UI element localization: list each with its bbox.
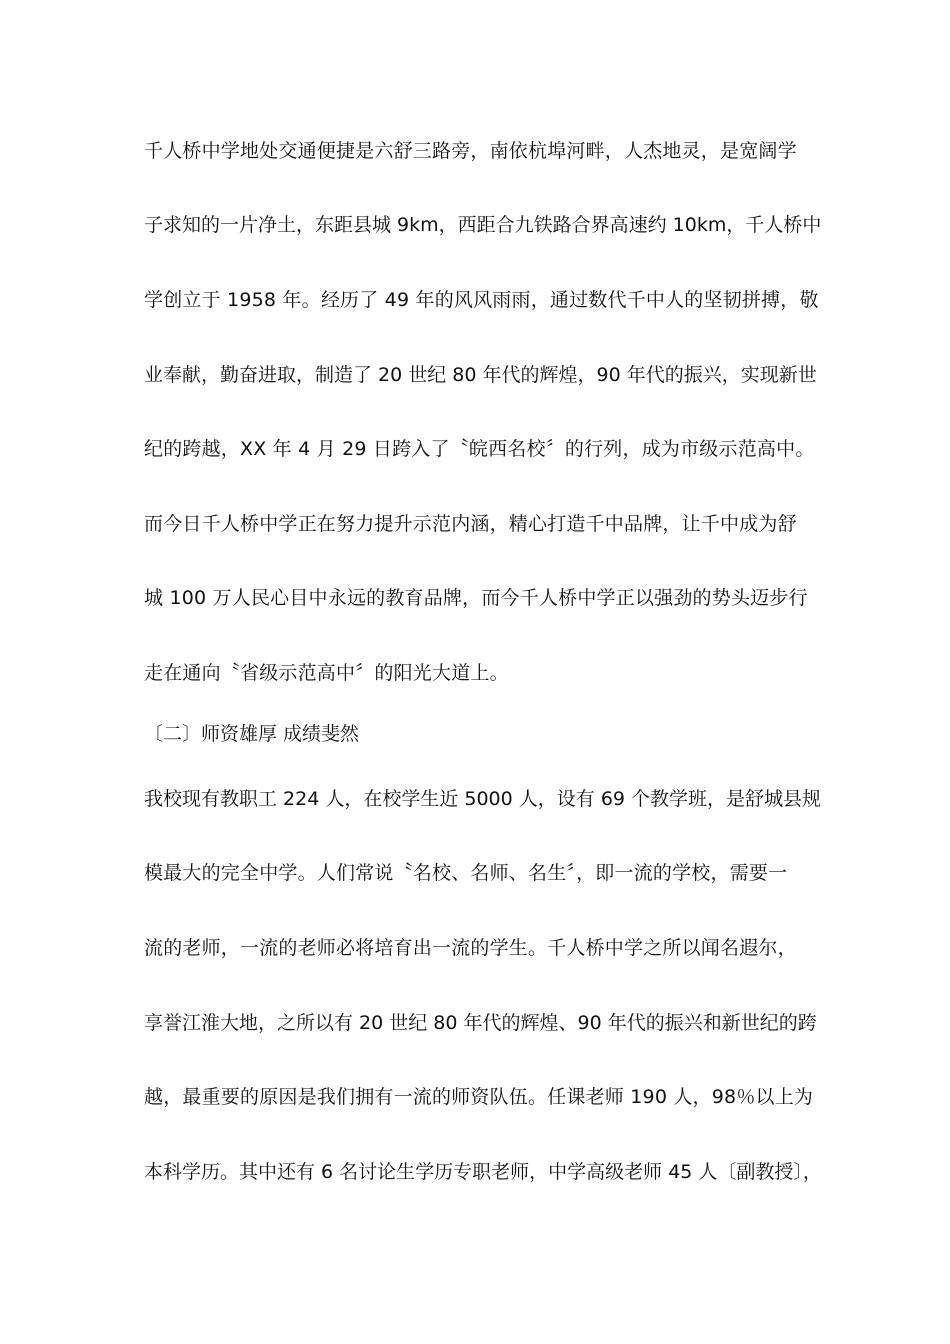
paragraph-line: 模最大的完全中学。人们常说〝名校、名师、名生〞，即一流的学校，需要一	[144, 862, 788, 884]
paragraph-line: 城 100 万人民心目中永远的教育品牌，而今千人桥中学正以强劲的势头迈步行	[144, 587, 808, 609]
paragraph-line: 越，最重要的原因是我们拥有一流的师资队伍。任课老师 190 人，98％以上为	[144, 1086, 814, 1108]
paragraph-line: 千人桥中学地处交通便捷是六舒三路旁，南依杭埠河畔，人杰地灵，是宽阔学	[144, 140, 797, 162]
paragraph-line: 业奉献，勤奋进取，制造了 20 世纪 80 年代的辉煌，90 年代的振兴，实现新世	[144, 364, 817, 386]
paragraph-line: 流的老师，一流的老师必将培育出一流的学生。千人桥中学之所以闻名遐尔，	[144, 937, 797, 959]
paragraph-line: 子求知的一片净土，东距县城 9km，西距合九铁路合界高速约 10km，千人桥中	[144, 214, 822, 236]
paragraph-line: 学创立于 1958 年。经历了 49 年的风风雨雨，通过数代千中人的坚韧拼搏，敬	[144, 289, 819, 311]
paragraph-line: 我校现有教职工 224 人，在校学生近 5000 人，设有 69 个教学班，是舒城县规	[144, 788, 822, 810]
paragraph-line: 本科学历。其中还有 6 名讨论生学历专职老师，中学高级老师 45 人〔副教授〕，	[144, 1161, 822, 1183]
paragraph-line: 走在通向〝省级示范高中〞的阳光大道上。	[144, 662, 509, 684]
paragraph-line: 纪的跨越，XX 年 4 月 29 日跨入了〝皖西名校〞的行列，成为市级示范高中。	[144, 438, 815, 460]
paragraph-line: 而今日千人桥中学正在努力提升示范内涵，精心打造千中品牌，让千中成为舒	[144, 513, 797, 535]
paragraph-line: 享誉江淮大地，之所以有 20 世纪 80 年代的辉煌、90 年代的振兴和新世纪的跨	[144, 1012, 817, 1034]
section-heading: 〔二〕师资雄厚 成绩斐然	[144, 723, 360, 745]
